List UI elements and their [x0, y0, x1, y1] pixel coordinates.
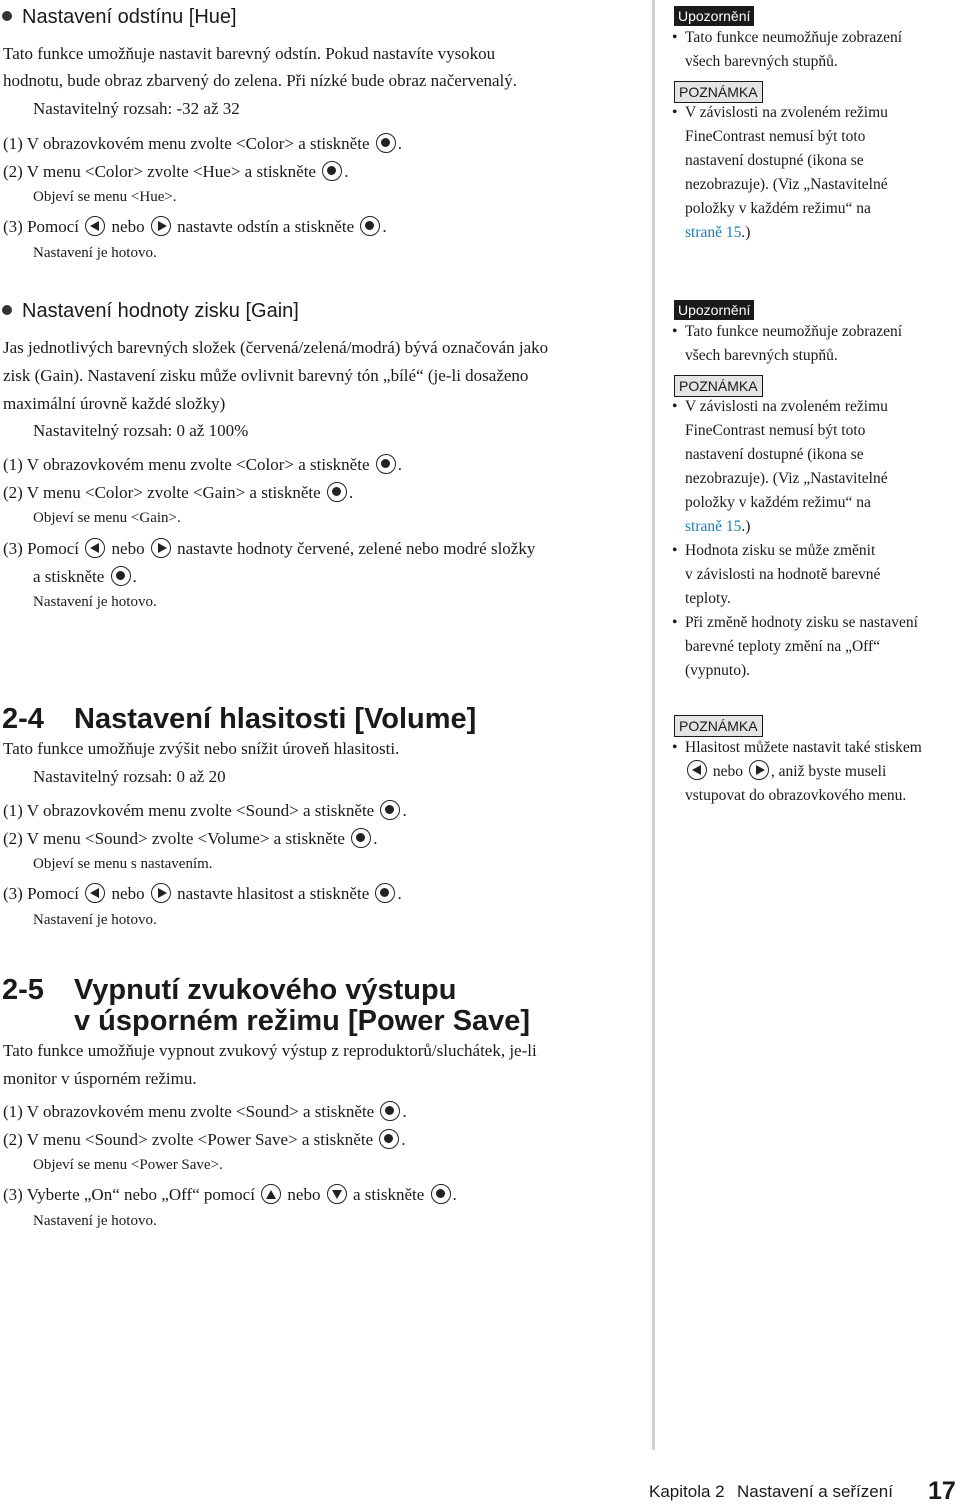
enter-button-icon: [379, 1129, 399, 1149]
enter-button-icon: [380, 800, 400, 820]
powersave-step1: (1) V obrazovkovém menu zvolte <Sound> a stiskněte .: [3, 1102, 407, 1121]
note-finecontrast-hue: • V závislosti na zvoleném režimu FineContrast nemusí být toto nastavení dostupné (ikona se nezobrazuje). (Viz „Nastavitelné položky v každém režimu“ na straně 15.): [672, 104, 888, 241]
enter-button-icon: [380, 1101, 400, 1121]
hue-done: Nastavení je hotovo.: [33, 245, 157, 261]
gain-step2: (2) V menu <Color> zvolte <Gain> a stiskněte .: [3, 483, 354, 502]
enter-button-icon: [360, 216, 380, 236]
enter-button-icon: [322, 161, 342, 181]
hue-step2-result: Objeví se menu <Hue>.: [33, 189, 177, 205]
hue-description-line1: Tato funkce umožňuje nastavit barevný odstín. Pokud nastavíte vysokou: [3, 44, 496, 63]
gain-done: Nastavení je hotovo.: [33, 594, 157, 610]
warning-badge: Upozornění: [674, 300, 754, 320]
note-badge: POZNÁMKA: [674, 375, 763, 397]
gain-description-line1: Jas jednotlivých barevných složek (červená/zelená/modrá) bývá označován jako: [3, 338, 549, 357]
powersave-step2-result: Objeví se menu <Power Save>.: [33, 1157, 223, 1173]
hue-range: Nastavitelný rozsah: -32 až 32: [33, 99, 240, 118]
column-divider: [652, 0, 655, 1450]
gain-step3: (3) Pomocí nebo nastavte hodnoty červené, zelené nebo modré složky: [3, 539, 536, 558]
hue-description-line2: hodnotu, bude obraz zbarvený do zelena. Při nízké bude obraz načervenalý.: [3, 71, 518, 90]
enter-button-icon: [376, 133, 396, 153]
page-number: 17: [928, 1477, 956, 1505]
gain-heading: Nastavení hodnoty zisku [Gain]: [2, 300, 299, 323]
volume-done: Nastavení je hotovo.: [33, 912, 157, 928]
volume-heading: 2-4 Nastavení hlasitosti [Volume]: [2, 703, 477, 735]
footer-chapter-title: Nastavení a seřízení: [737, 1482, 893, 1501]
gain-step1: (1) V obrazovkovém menu zvolte <Color> a stiskněte .: [3, 455, 402, 474]
left-button-icon: [85, 538, 105, 558]
powersave-description-line2: monitor v úsporném režimu.: [3, 1069, 197, 1088]
gain-step2-result: Objeví se menu <Gain>.: [33, 510, 181, 526]
powersave-step3: (3) Vyberte „On“ nebo „Off“ pomocí nebo a stiskněte .: [3, 1185, 457, 1204]
gain-step3-cont: a stiskněte .: [33, 567, 137, 586]
left-button-icon: [687, 760, 707, 780]
bullet-icon: [2, 11, 12, 21]
footer-chapter: Kapitola 2: [649, 1482, 725, 1501]
powersave-done: Nastavení je hotovo.: [33, 1213, 157, 1229]
gain-range: Nastavitelný rozsah: 0 až 100%: [33, 421, 249, 440]
enter-button-icon: [351, 828, 371, 848]
powersave-heading-line2: v úsporném režimu [Power Save]: [74, 1005, 531, 1037]
note-volume: • Hlasitost můžete nastavit také stiskem nebo , aniž byste museli vstupovat do obrazovkového menu.: [672, 739, 922, 804]
gain-description-line3: maximální úrovně každé složky): [3, 394, 226, 413]
volume-description: Tato funkce umožňuje zvýšit nebo snížit úroveň hlasitosti.: [3, 739, 400, 758]
hue-step2: (2) V menu <Color> zvolte <Hue> a stiskněte .: [3, 162, 349, 181]
warning-note-hue: • Tato funkce neumožňuje zobrazení všech barevných stupňů.: [672, 29, 903, 70]
volume-step1: (1) V obrazovkovém menu zvolte <Sound> a stiskněte .: [3, 801, 407, 820]
note-badge: POZNÁMKA: [674, 715, 763, 737]
up-button-icon: [261, 1184, 281, 1204]
powersave-heading: 2-5 Vypnutí zvukového výstupu: [2, 974, 457, 1006]
right-button-icon: [749, 760, 769, 780]
volume-step2-result: Objeví se menu s nastavením.: [33, 856, 213, 872]
volume-step3: (3) Pomocí nebo nastavte hlasitost a stiskněte .: [3, 884, 402, 903]
page-15-link[interactable]: straně 15: [685, 224, 742, 241]
page-15-link[interactable]: straně 15: [685, 518, 742, 535]
right-button-icon: [151, 216, 171, 236]
warning-note-gain: • Tato funkce neumožňuje zobrazení všech barevných stupňů.: [672, 323, 903, 364]
note-badge: POZNÁMKA: [674, 81, 763, 103]
note-finecontrast-gain: • V závislosti na zvoleném režimu FineContrast nemusí být toto nastavení dostupné (ikona se nezobrazuje). (Viz „Nastavitelné položky v každém režimu“ na straně 15.) • Hodnota zisku se může změnit v závislosti na hodnotě barevné teploty. • Při změně hodnoty zisku se nastavení barevné teploty změní na „Off“ (vypnuto).: [672, 398, 918, 679]
enter-button-icon: [431, 1184, 451, 1204]
down-button-icon: [327, 1184, 347, 1204]
hue-heading: Nastavení odstínu [Hue]: [2, 6, 237, 29]
enter-button-icon: [375, 883, 395, 903]
warning-badge: Upozornění: [674, 6, 754, 26]
enter-button-icon: [376, 454, 396, 474]
hue-step3: (3) Pomocí nebo nastavte odstín a stiskněte .: [3, 217, 387, 236]
left-button-icon: [85, 883, 105, 903]
gain-description-line2: zisk (Gain). Nastavení zisku může ovlivnit barevný tón „bílé“ (je-li dosaženo: [3, 366, 529, 385]
powersave-description-line1: Tato funkce umožňuje vypnout zvukový výstup z reproduktorů/sluchátek, je-li: [3, 1041, 537, 1060]
hue-step1: (1) V obrazovkovém menu zvolte <Color> a stiskněte .: [3, 134, 402, 153]
right-button-icon: [151, 883, 171, 903]
volume-range: Nastavitelný rozsah: 0 až 20: [33, 767, 226, 786]
bullet-icon: [2, 305, 12, 315]
volume-step2: (2) V menu <Sound> zvolte <Volume> a stiskněte .: [3, 829, 378, 848]
left-button-icon: [85, 216, 105, 236]
enter-button-icon: [327, 482, 347, 502]
enter-button-icon: [111, 566, 131, 586]
powersave-step2: (2) V menu <Sound> zvolte <Power Save> a stiskněte .: [3, 1130, 406, 1149]
right-button-icon: [151, 538, 171, 558]
